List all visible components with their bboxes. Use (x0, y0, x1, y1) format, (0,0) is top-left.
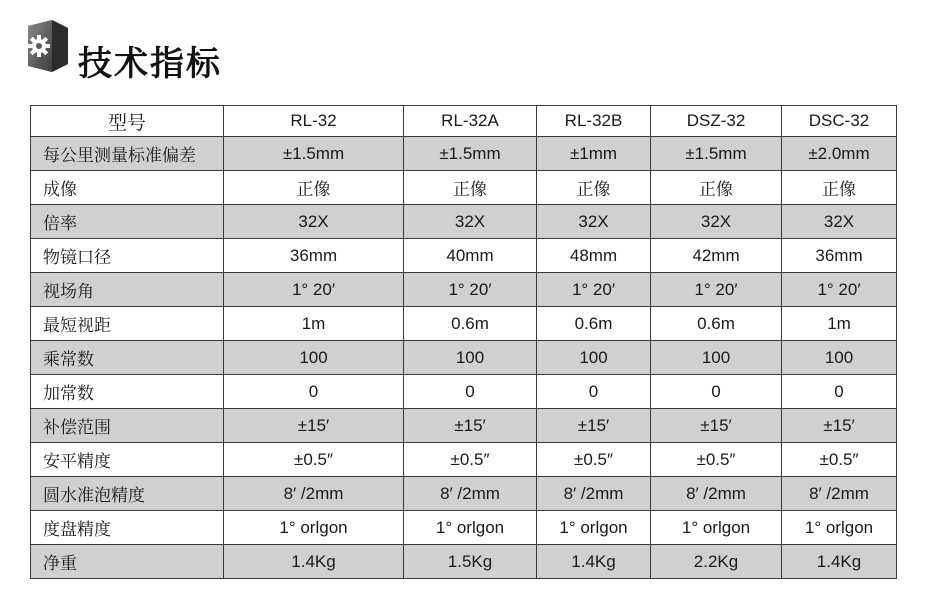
table-cell: 100 (651, 341, 782, 375)
table-cell: 42mm (651, 239, 782, 273)
gear-icon (22, 20, 68, 72)
table-cell: 1° orlgon (404, 511, 537, 545)
row-label: 视场角 (31, 273, 224, 307)
table-cell: ±0.5″ (224, 443, 404, 477)
table-cell: ±0.5″ (537, 443, 651, 477)
row-label: 成像 (31, 171, 224, 205)
table-cell: ±1.5mm (224, 137, 404, 171)
table-row (31, 137, 897, 171)
row-label: 每公里测量标准偏差 (31, 137, 224, 171)
table-cell: 32X (537, 205, 651, 239)
header-cell-dsc-32: DSC-32 (782, 106, 897, 137)
table-cell: 1.4Kg (537, 545, 651, 579)
table-row (31, 443, 897, 477)
table-cell: 1° orlgon (224, 511, 404, 545)
table-cell: 2.2Kg (651, 545, 782, 579)
table-cell: 32X (224, 205, 404, 239)
table-cell: 100 (224, 341, 404, 375)
table-cell: 0.6m (537, 307, 651, 341)
table-cell: 0.6m (404, 307, 537, 341)
section-header (22, 14, 422, 86)
table-cell: ±0.5″ (782, 443, 897, 477)
table-cell: ±1.5mm (404, 137, 537, 171)
table-cell: 8′ /2mm (537, 477, 651, 511)
table-cell: 40mm (404, 239, 537, 273)
table-cell: 正像 (537, 171, 651, 205)
table-cell: 1° 20′ (537, 273, 651, 307)
row-label: 净重 (31, 545, 224, 579)
table-cell: ±15′ (782, 409, 897, 443)
table-row (31, 511, 897, 545)
table-cell: ±15′ (224, 409, 404, 443)
table-cell: 32X (651, 205, 782, 239)
row-label: 乘常数 (31, 341, 224, 375)
header-cell-rl-32: RL-32 (224, 106, 404, 137)
header-cell-rl-32a: RL-32A (404, 106, 537, 137)
table-row (31, 273, 897, 307)
table-cell: 0 (651, 375, 782, 409)
row-label: 补偿范围 (31, 409, 224, 443)
table-row (31, 375, 897, 409)
table-cell: ±15′ (651, 409, 782, 443)
table-cell: 100 (782, 341, 897, 375)
page-title: 技术指标 (78, 44, 222, 84)
table-cell: 1m (782, 307, 897, 341)
table-header-row (31, 106, 897, 137)
table-cell: 0 (782, 375, 897, 409)
table-cell: 0 (224, 375, 404, 409)
table-cell: 8′ /2mm (224, 477, 404, 511)
table-cell: 32X (782, 205, 897, 239)
row-label: 物镜口径 (31, 239, 224, 273)
table-cell: 正像 (782, 171, 897, 205)
row-label: 度盘精度 (31, 511, 224, 545)
table-row (31, 409, 897, 443)
header-cell-model: 型号 (31, 106, 224, 137)
table-cell: 1° 20′ (404, 273, 537, 307)
spec-table (30, 105, 897, 579)
table-cell: 36mm (224, 239, 404, 273)
table-cell: 正像 (404, 171, 537, 205)
table-cell: ±15′ (404, 409, 537, 443)
table-cell: 48mm (537, 239, 651, 273)
table-cell: ±1mm (537, 137, 651, 171)
row-label: 倍率 (31, 205, 224, 239)
table-cell: 0 (537, 375, 651, 409)
table-cell: 1.4Kg (224, 545, 404, 579)
table-cell: 8′ /2mm (782, 477, 897, 511)
table-cell: 8′ /2mm (651, 477, 782, 511)
table-row (31, 171, 897, 205)
table-cell: 36mm (782, 239, 897, 273)
row-label: 最短视距 (31, 307, 224, 341)
table-cell: 1° 20′ (224, 273, 404, 307)
table-cell: 1° orlgon (782, 511, 897, 545)
table-cell: 1° 20′ (651, 273, 782, 307)
table-cell: ±0.5″ (651, 443, 782, 477)
table-cell: 32X (404, 205, 537, 239)
header-cell-rl-32b: RL-32B (537, 106, 651, 137)
table-cell: 1° 20′ (782, 273, 897, 307)
row-label: 圆水准泡精度 (31, 477, 224, 511)
table-cell: 8′ /2mm (404, 477, 537, 511)
table-cell: 正像 (224, 171, 404, 205)
table-row (31, 545, 897, 579)
table-cell: 正像 (651, 171, 782, 205)
row-label: 安平精度 (31, 443, 224, 477)
row-label: 加常数 (31, 375, 224, 409)
table-row (31, 239, 897, 273)
table-cell: 0.6m (651, 307, 782, 341)
table-cell: 1m (224, 307, 404, 341)
table-cell: ±1.5mm (651, 137, 782, 171)
table-cell: 1° orlgon (651, 511, 782, 545)
table-row (31, 205, 897, 239)
table-row (31, 477, 897, 511)
table-cell: 1° orlgon (537, 511, 651, 545)
table-row (31, 341, 897, 375)
header-cell-dsz-32: DSZ-32 (651, 106, 782, 137)
table-cell: 0 (404, 375, 537, 409)
table-cell: 1.5Kg (404, 545, 537, 579)
table-cell: 100 (404, 341, 537, 375)
table-cell: 100 (537, 341, 651, 375)
table-cell: ±2.0mm (782, 137, 897, 171)
table-row (31, 307, 897, 341)
table-cell: ±0.5″ (404, 443, 537, 477)
table-cell: 1.4Kg (782, 545, 897, 579)
table-cell: ±15′ (537, 409, 651, 443)
